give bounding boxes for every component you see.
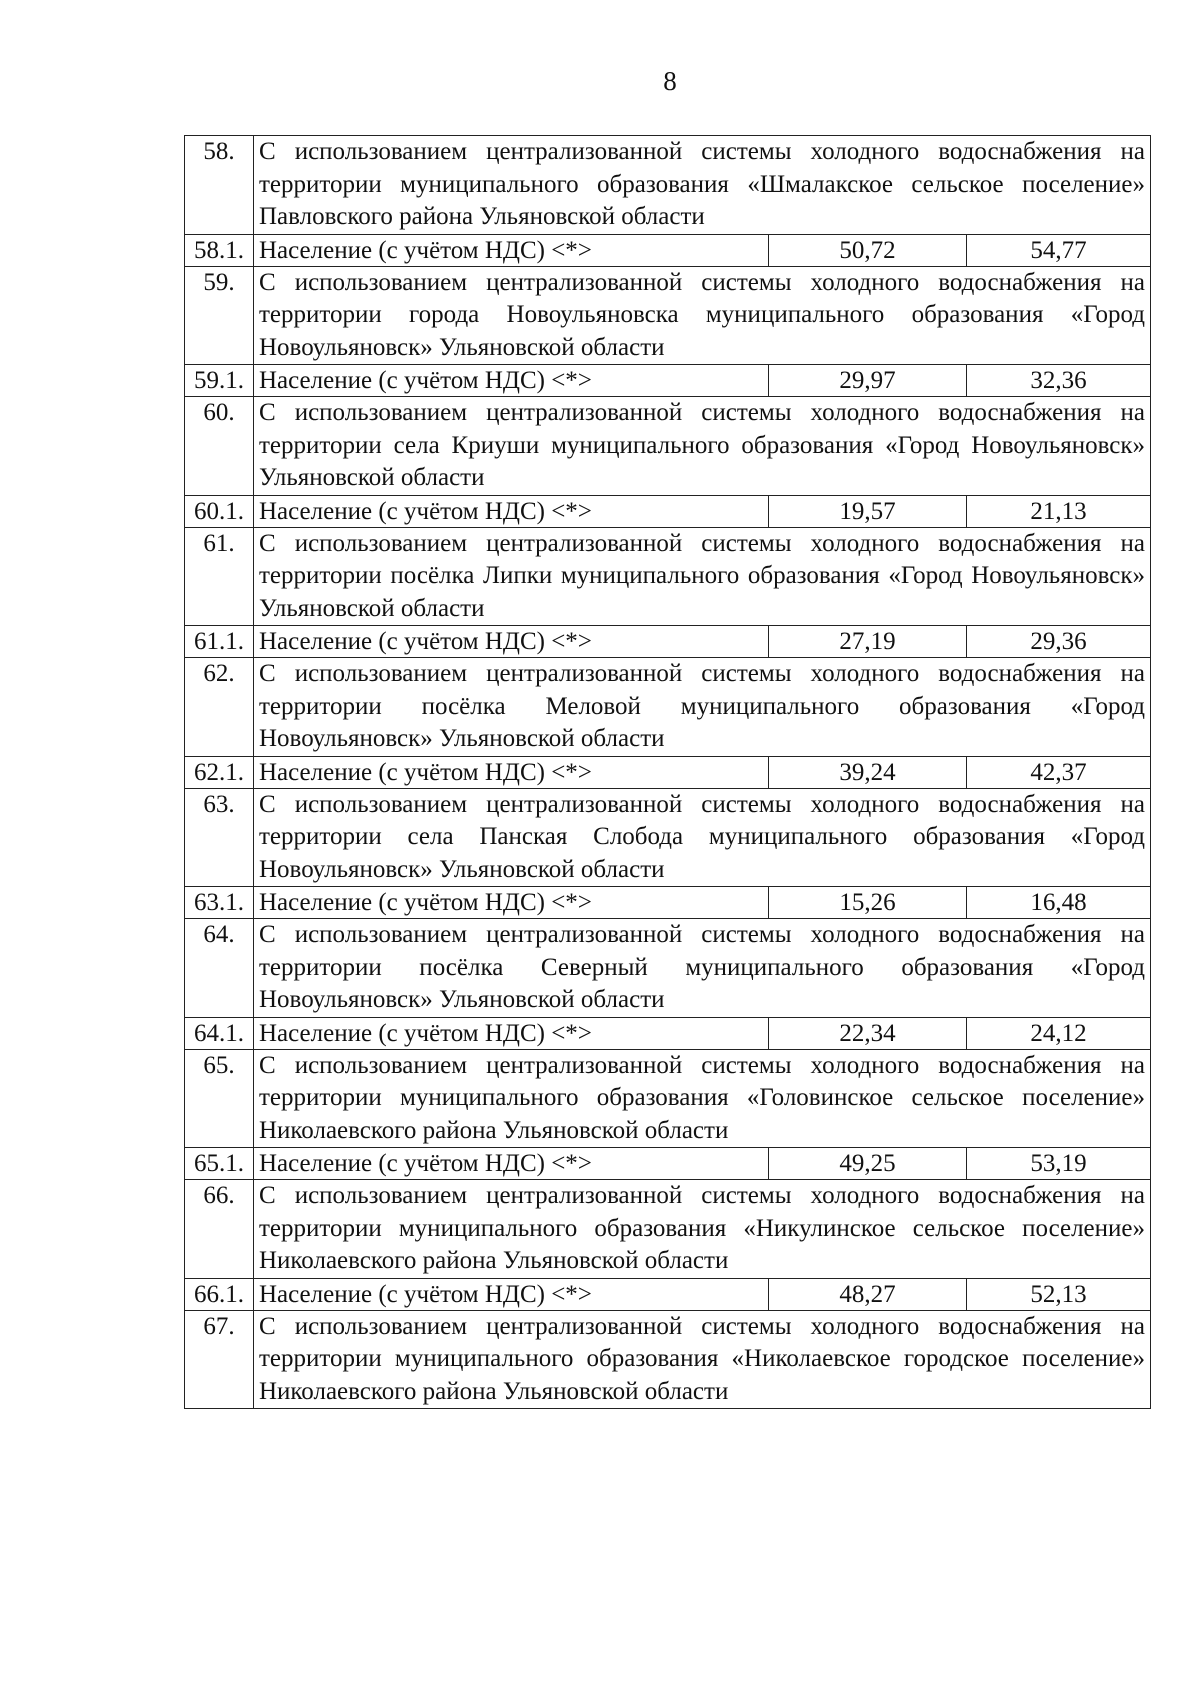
section-description: С использованием централизованной системы холодного водоснабжения на территории посёлка Северный муниципального образования «Город Новоульяновск» Ульяновской области: [254, 919, 1151, 1018]
row-number: 64.: [185, 919, 254, 1018]
consumer-label: Население (с учётом НДС) <*>: [254, 887, 769, 919]
row-number: 62.1.: [185, 756, 254, 788]
page-number: 8: [663, 66, 677, 96]
section-row: [185, 1310, 1151, 1409]
consumer-label: Население (с учётом НДС) <*>: [254, 234, 769, 266]
section-row: [185, 397, 1151, 496]
consumer-label: Население (с учётом НДС) <*>: [254, 1278, 769, 1310]
tariff-value-1: 29,97: [769, 365, 967, 397]
tariff-row: [185, 495, 1151, 527]
row-number: 58.1.: [185, 234, 254, 266]
tariff-row: [185, 234, 1151, 266]
tariff-value-1: 27,19: [769, 626, 967, 658]
tariff-row: [185, 1278, 1151, 1310]
tariff-value-2: 52,13: [967, 1278, 1151, 1310]
tariff-value-1: 49,25: [769, 1148, 967, 1180]
consumer-label: Население (с учётом НДС) <*>: [254, 1017, 769, 1049]
section-row: [185, 527, 1151, 626]
section-row: [185, 1049, 1151, 1148]
row-number: 64.1.: [185, 1017, 254, 1049]
section-row: [185, 788, 1151, 887]
consumer-label: Население (с учётом НДС) <*>: [254, 495, 769, 527]
tariff-value-1: 39,24: [769, 756, 967, 788]
tariff-row: [185, 887, 1151, 919]
tariff-table: [184, 135, 1151, 1409]
row-number: 63.: [185, 788, 254, 887]
row-number: 60.1.: [185, 495, 254, 527]
row-number: 62.: [185, 658, 254, 757]
consumer-label: Население (с учётом НДС) <*>: [254, 365, 769, 397]
row-number: 60.: [185, 397, 254, 496]
row-number: 65.: [185, 1049, 254, 1148]
section-description: С использованием централизованной системы холодного водоснабжения на территории посёлка Меловой муниципального образования «Город Новоульяновск» Ульяновской области: [254, 658, 1151, 757]
tariff-value-1: 15,26: [769, 887, 967, 919]
tariff-value-2: 54,77: [967, 234, 1151, 266]
tariff-value-1: 22,34: [769, 1017, 967, 1049]
tariff-value-2: 42,37: [967, 756, 1151, 788]
tariff-value-2: 29,36: [967, 626, 1151, 658]
row-number: 59.1.: [185, 365, 254, 397]
row-number: 61.: [185, 527, 254, 626]
tariff-table-body: [185, 136, 1151, 1409]
section-description: С использованием централизованной системы холодного водоснабжения на территории муниципального образования «Николаевское городское поселение» Николаевского района Ульяновской области: [254, 1310, 1151, 1409]
consumer-label: Население (с учётом НДС) <*>: [254, 1148, 769, 1180]
section-description: С использованием централизованной системы холодного водоснабжения на территории муниципального образования «Головинское сельское поселение» Николаевского района Ульяновской области: [254, 1049, 1151, 1148]
row-number: 61.1.: [185, 626, 254, 658]
tariff-value-2: 21,13: [967, 495, 1151, 527]
tariff-row: [185, 365, 1151, 397]
tariff-row: [185, 756, 1151, 788]
consumer-label: Население (с учётом НДС) <*>: [254, 626, 769, 658]
section-description: С использованием централизованной системы холодного водоснабжения на территории муниципального образования «Никулинское сельское поселение» Николаевского района Ульяновской области: [254, 1180, 1151, 1279]
tariff-value-1: 50,72: [769, 234, 967, 266]
tariff-value-2: 24,12: [967, 1017, 1151, 1049]
tariff-value-1: 19,57: [769, 495, 967, 527]
row-number: 67.: [185, 1310, 254, 1409]
section-row: [185, 266, 1151, 365]
section-description: С использованием централизованной системы холодного водоснабжения на территории посёлка Липки муниципального образования «Город Новоульяновск» Ульяновской области: [254, 527, 1151, 626]
row-number: 59.: [185, 266, 254, 365]
row-number: 66.: [185, 1180, 254, 1279]
tariff-row: [185, 1017, 1151, 1049]
row-number: 66.1.: [185, 1278, 254, 1310]
section-row: [185, 1180, 1151, 1279]
section-row: [185, 919, 1151, 1018]
tariff-value-2: 32,36: [967, 365, 1151, 397]
tariff-value-2: 16,48: [967, 887, 1151, 919]
section-description: С использованием централизованной системы холодного водоснабжения на территории муниципального образования «Шмалакское сельское поселение» Павловского района Ульяновской области: [254, 136, 1151, 235]
row-number: 58.: [185, 136, 254, 235]
tariff-row: [185, 1148, 1151, 1180]
tariff-value-2: 53,19: [967, 1148, 1151, 1180]
section-description: С использованием централизованной системы холодного водоснабжения на территории села Криуши муниципального образования «Город Новоульяновск» Ульяновской области: [254, 397, 1151, 496]
consumer-label: Население (с учётом НДС) <*>: [254, 756, 769, 788]
section-row: [185, 136, 1151, 235]
row-number: 63.1.: [185, 887, 254, 919]
row-number: 65.1.: [185, 1148, 254, 1180]
section-description: С использованием централизованной системы холодного водоснабжения на территории села Панская Слобода муниципального образования «Город Новоульяновск» Ульяновской области: [254, 788, 1151, 887]
tariff-value-1: 48,27: [769, 1278, 967, 1310]
section-row: [185, 658, 1151, 757]
tariff-row: [185, 626, 1151, 658]
section-description: С использованием централизованной системы холодного водоснабжения на территории города Новоульяновска муниципального образования «Город Новоульяновск» Ульяновской области: [254, 266, 1151, 365]
